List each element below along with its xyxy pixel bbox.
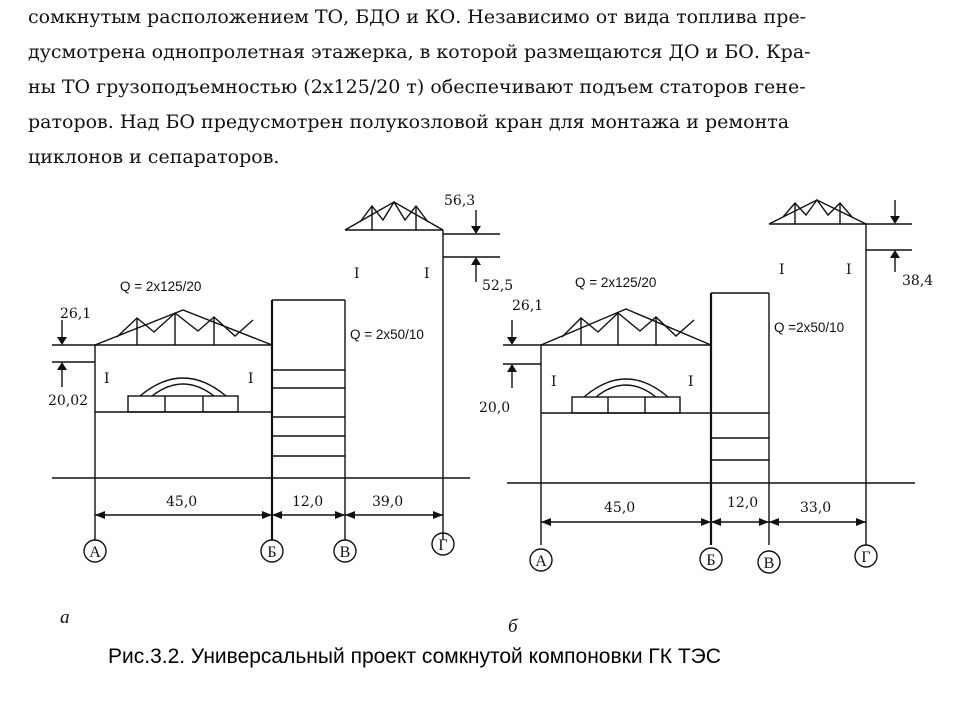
- crane-label-left-b: Q = 2x125/20: [575, 275, 657, 290]
- diagram-b: [479, 200, 933, 637]
- axis-b-3: В: [763, 555, 775, 572]
- span-3-a: 39,0: [372, 494, 404, 510]
- column-mark-b3: I: [779, 262, 785, 278]
- crane-label-right-b: Q =2x50/10: [774, 320, 845, 335]
- column-mark-a2: I: [248, 371, 254, 387]
- height-right-a: 52,5: [482, 278, 514, 294]
- column-mark-a3: I: [354, 266, 360, 282]
- diagram-a: [48, 193, 513, 628]
- height-to-left-a: 26,1: [60, 306, 92, 322]
- height-to-left-b: 26,1: [512, 298, 544, 314]
- axis-b-4: Г: [861, 549, 871, 566]
- text-line-2: дусмотрена однопролетная этажерка, в которой размещаются ДО и БО. Кра-: [28, 41, 811, 63]
- height-left-b: 20,0: [479, 400, 511, 416]
- span-3-b: 33,0: [800, 500, 832, 516]
- text-line-4: раторов. Над БО предусмотрен полукозловой кран для монтажа и ремонта: [28, 111, 790, 133]
- crane-label-left-a: Q = 2x125/20: [120, 279, 202, 294]
- column-mark-a1: I: [104, 371, 110, 387]
- height-left-a: 20,02: [48, 393, 89, 409]
- span-1-a: 45,0: [166, 494, 198, 510]
- column-mark-b2: I: [688, 374, 694, 390]
- sublabel-a: а: [60, 607, 70, 628]
- turbine-unit-a: [128, 378, 238, 412]
- text-line-1: сомкнутым расположением ТО, БДО и КО. Независимо от вида топлива пре-: [28, 6, 807, 28]
- column-mark-b4: I: [846, 262, 852, 278]
- text-line-3: ны ТО грузоподъемностью (2x125/20 т) обеспечивают подъем статоров гене-: [28, 76, 806, 98]
- crane-label-right-a: Q = 2x50/10: [350, 327, 424, 342]
- span-2-a: 12,0: [292, 494, 324, 510]
- span-1-b: 45,0: [604, 500, 636, 516]
- text-line-5: циклонов и сепараторов.: [28, 146, 280, 168]
- axis-a-1: А: [89, 544, 101, 561]
- axis-a-4: Г: [438, 537, 448, 554]
- axis-a-2: Б: [267, 544, 277, 561]
- boiler-house-b: [769, 200, 866, 545]
- column-mark-b1: I: [551, 374, 557, 390]
- span-2-b: 12,0: [727, 495, 759, 511]
- axis-b-2: Б: [706, 552, 716, 569]
- axis-b-1: А: [535, 553, 547, 570]
- figure-caption: Рис.3.2. Универсальный проект сомкнутой компоновки ГК ТЭС: [108, 645, 721, 668]
- column-mark-a4: I: [424, 266, 430, 282]
- sublabel-b: б: [508, 616, 518, 637]
- axis-a-3: В: [339, 544, 351, 561]
- height-right-b: 38,4: [902, 273, 934, 289]
- height-to-right-a: 56,3: [444, 193, 476, 209]
- turbine-unit-b: [572, 379, 680, 413]
- boiler-house-a: [345, 202, 443, 540]
